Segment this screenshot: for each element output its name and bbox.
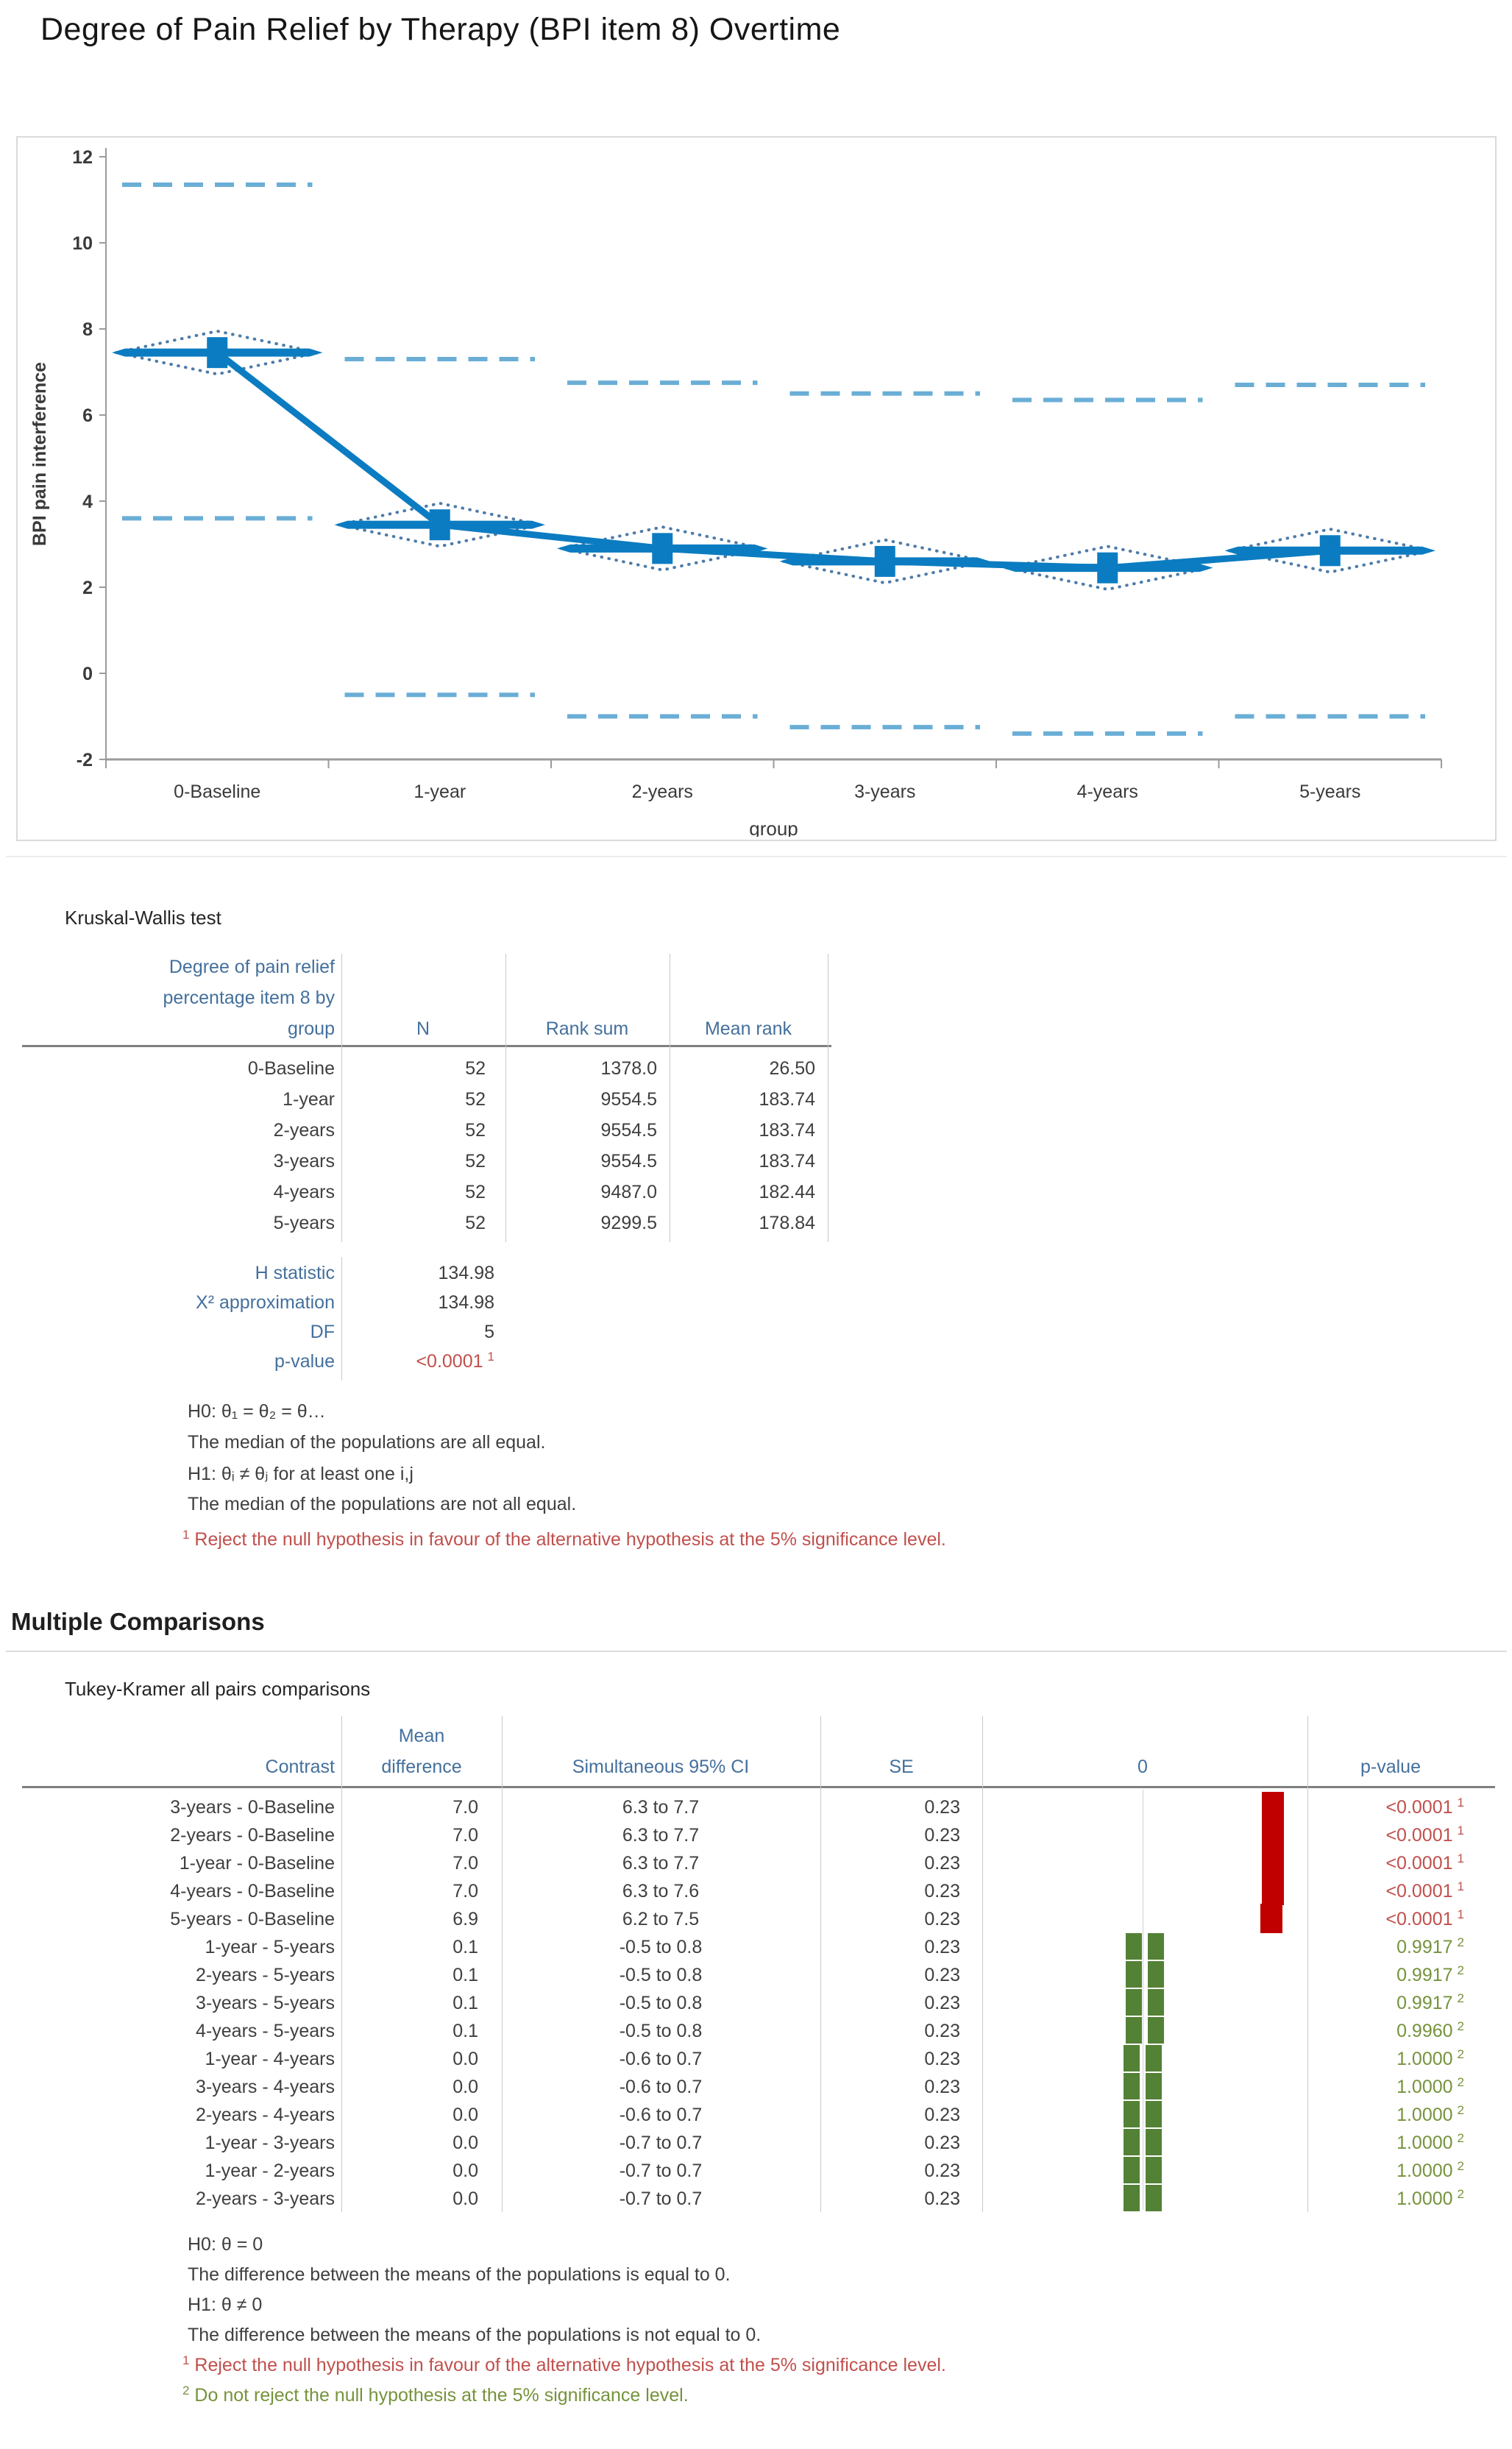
mc-row-ci: -0.6 to 0.7	[619, 2077, 703, 2097]
mc-row-se: 0.23	[924, 1825, 960, 1846]
mc-row-diff: 0.0	[452, 2161, 478, 2181]
y-tick-label: 10	[72, 233, 93, 254]
mc-divider-1	[341, 1716, 342, 2212]
mc-row-contrast: 1-year - 3-years	[205, 2133, 335, 2153]
kw-row-mean-rank: 178.84	[759, 1213, 815, 1233]
kw-row-rank-sum: 9299.5	[600, 1213, 657, 1233]
nonsignificant-diff-marker-left	[1126, 2017, 1142, 2044]
footnote-mark: 2	[1457, 1991, 1464, 2005]
nonsignificant-diff-marker-left	[1124, 2073, 1140, 2099]
x-category-label: 0-Baseline	[174, 782, 261, 802]
mc-row-p-value	[1299, 2188, 1464, 2210]
stat-value: 134.98	[438, 1292, 494, 1313]
mc-row-diff: 7.0	[452, 1853, 478, 1874]
footnote-mark: 2	[1457, 2158, 1464, 2173]
mc-row-se: 0.23	[924, 1881, 960, 1902]
mc-row-contrast: 1-year - 4-years	[205, 2049, 335, 2069]
kw-row-n: 52	[465, 1058, 486, 1079]
x-category-label: 4-years	[1076, 782, 1138, 802]
kw-row-rank-sum: 9554.5	[600, 1120, 657, 1141]
mc-row-contrast: 2-years - 3-years	[196, 2188, 335, 2209]
mc-row-p-value	[1299, 1965, 1464, 1986]
p-value: 1.0000	[1396, 2105, 1453, 2125]
mc-row-ci: 6.3 to 7.7	[622, 1825, 700, 1846]
y-tick-label: 8	[82, 319, 93, 340]
y-tick-label: 6	[82, 405, 93, 426]
mc-row-ci: -0.5 to 0.8	[619, 1965, 703, 1985]
kw-response-header-line: Degree of pain relief	[168, 957, 335, 977]
kw-row-n: 52	[465, 1151, 486, 1172]
mc-row-se: 0.23	[924, 1965, 960, 1985]
mc-row-diff: 0.1	[452, 2021, 478, 2041]
kw-stat-value	[353, 1351, 494, 1372]
p-value: <0.0001	[1385, 1909, 1453, 1929]
footnote-mark: 2	[1457, 2130, 1464, 2145]
footnote-mark: 1	[182, 1527, 190, 1542]
p-value: 0.9917	[1396, 1937, 1453, 1957]
mc-row-diff: 0.1	[452, 1993, 478, 2013]
kw-row-n: 52	[465, 1120, 486, 1141]
kw-footnote	[178, 1529, 1355, 1550]
mc-col-zero: 0	[1137, 1757, 1148, 1777]
mc-row-se: 0.23	[924, 2188, 960, 2209]
x-category-label: 3-years	[854, 782, 916, 802]
footnote-mark: 2	[1457, 2186, 1464, 2201]
nonsignificant-diff-marker-left	[1124, 2129, 1140, 2155]
mc-row-diff: 0.1	[452, 1965, 478, 1985]
mc-row-se: 0.23	[924, 1853, 960, 1874]
nonsignificant-diff-marker-right	[1146, 2045, 1162, 2071]
p-value: 1.0000	[1396, 2077, 1453, 2097]
mc-hypothesis-line: H0: θ = 0	[188, 2234, 263, 2255]
mc-row-p-value	[1299, 1797, 1464, 1818]
nonsignificant-diff-marker-left	[1126, 1989, 1142, 2016]
mc-row-contrast: 2-years - 5-years	[196, 1965, 335, 1985]
kw-stats-divider	[341, 1257, 342, 1381]
kw-row-n: 52	[465, 1089, 486, 1110]
nonsignificant-diff-marker-right	[1148, 1989, 1164, 2016]
kw-hypothesis-line: H0: θ₁ = θ₂ = θ…	[188, 1401, 326, 1422]
multiple-comparisons-heading: Multiple Comparisons	[11, 1608, 265, 1635]
nonsignificant-diff-marker-left	[1126, 1933, 1142, 1960]
mc-col-mean-line2: difference	[381, 1757, 462, 1777]
mc-divider-2	[502, 1716, 503, 2212]
mc-row-contrast: 3-years - 0-Baseline	[170, 1797, 335, 1818]
mc-hypothesis-line: The difference between the means of the populations is not equal to 0.	[188, 2325, 762, 2345]
mc-row-contrast: 3-years - 5-years	[196, 1993, 335, 2013]
mc-row-ci: -0.5 to 0.8	[619, 2021, 703, 2041]
mc-row-contrast: 5-years - 0-Baseline	[170, 1909, 335, 1929]
nonsignificant-diff-marker-right	[1146, 2129, 1162, 2155]
group-mean-marker	[430, 509, 450, 540]
stat-value: <0.0001	[416, 1351, 483, 1372]
mc-row-p-value	[1299, 2046, 1464, 2070]
mc-row-contrast: 2-years - 4-years	[196, 2105, 335, 2125]
kw-row-rank-sum: 1378.0	[600, 1058, 657, 1079]
mc-col-p-value: p-value	[1360, 1757, 1421, 1777]
mc-row-p-value	[1299, 1825, 1464, 1846]
mc-row-ci: 6.3 to 7.6	[622, 1881, 700, 1902]
significant-diff-marker	[1262, 1848, 1284, 1877]
mc-row-se: 0.23	[924, 1937, 960, 1957]
nonsignificant-diff-marker-right	[1146, 2185, 1162, 2211]
kw-hypothesis-line: The median of the populations are not all equal.	[188, 1494, 577, 1514]
nonsignificant-diff-marker-left	[1124, 2157, 1140, 2183]
footnote-mark: 1	[1457, 1879, 1464, 1893]
footnote-mark: 1	[1457, 1823, 1464, 1837]
significant-diff-marker	[1262, 1876, 1284, 1905]
mc-row-diff: 0.1	[452, 1937, 478, 1957]
mc-footnote	[178, 2355, 1429, 2376]
y-tick-label: 0	[82, 664, 93, 684]
footnote-mark: 2	[1457, 2074, 1464, 2089]
kw-response-header-line: percentage item 8 by	[163, 988, 335, 1008]
kw-row-group: 0-Baseline	[247, 1058, 335, 1079]
group-mean-marker	[652, 533, 672, 564]
kw-divider-1	[341, 954, 342, 1242]
mc-col-se: SE	[889, 1757, 914, 1777]
mc-row-ci: -0.7 to 0.7	[619, 2161, 703, 2181]
mc-row-diff: 0.0	[452, 2049, 478, 2069]
mc-row-ci: -0.6 to 0.7	[619, 2105, 703, 2125]
mc-row-ci: 6.2 to 7.5	[622, 1909, 700, 1929]
mc-row-contrast: 1-year - 5-years	[205, 1937, 335, 1957]
mc-row-diff: 0.0	[452, 2077, 478, 2097]
kw-response-header-line: group	[288, 1018, 335, 1039]
mc-row-ci: 6.3 to 7.7	[622, 1797, 700, 1818]
mc-row-contrast: 4-years - 0-Baseline	[170, 1881, 335, 1902]
x-category-label: 5-years	[1299, 782, 1361, 802]
group-mean-marker	[207, 337, 227, 368]
kruskal-wallis-heading: Kruskal-Wallis test	[65, 907, 221, 929]
mc-footnote	[178, 2385, 1429, 2406]
kw-row-mean-rank: 183.74	[759, 1089, 815, 1110]
mean-connecting-line	[217, 352, 1330, 568]
nonsignificant-diff-marker-left	[1124, 2101, 1140, 2127]
mc-col-mean-line1: Mean	[398, 1726, 445, 1746]
kw-row-rank-sum: 9487.0	[600, 1182, 657, 1202]
p-value: 0.9960	[1396, 2021, 1453, 2041]
p-value: 0.9917	[1396, 1993, 1453, 2013]
mc-row-ci: -0.5 to 0.8	[619, 1993, 703, 2013]
mc-row-ci: -0.6 to 0.7	[619, 2049, 703, 2069]
y-tick-label: -2	[76, 750, 93, 770]
kw-row-rank-sum: 9554.5	[600, 1151, 657, 1172]
kw-row-mean-rank: 26.50	[769, 1058, 815, 1079]
stat-value: 134.98	[438, 1263, 494, 1283]
mc-row-p-value	[1299, 1853, 1464, 1874]
section-divider	[6, 856, 1507, 857]
kw-row-mean-rank: 183.74	[759, 1120, 815, 1141]
nonsignificant-diff-marker-right	[1146, 2101, 1162, 2127]
footnote-mark: 1	[182, 2353, 190, 2367]
x-axis-title: group	[749, 818, 798, 837]
mc-divider-3	[820, 1716, 821, 2212]
mc-row-p-value	[1299, 2158, 1464, 2182]
p-value: 1.0000	[1396, 2049, 1453, 2069]
kw-row-group: 2-years	[273, 1120, 335, 1141]
mc-hypothesis-line: H1: θ ≠ 0	[188, 2294, 263, 2315]
y-axis-title: BPI pain interference	[29, 361, 50, 547]
mc-row-ci: -0.7 to 0.7	[619, 2188, 703, 2209]
kw-stat-label: H statistic	[255, 1263, 335, 1283]
oneway-means-plot	[18, 138, 1495, 837]
kw-col-mean-rank: Mean rank	[704, 1018, 792, 1039]
mc-row-p-value	[1299, 2021, 1464, 2042]
kw-hypothesis-line: H1: θᵢ ≠ θⱼ for at least one i,j	[188, 1464, 414, 1484]
mc-row-se: 0.23	[924, 2077, 960, 2097]
significant-diff-marker	[1262, 1792, 1284, 1821]
kw-header-rule	[22, 1045, 831, 1047]
nonsignificant-diff-marker-left	[1124, 2185, 1140, 2211]
p-value: 0.9917	[1396, 1965, 1453, 1985]
mc-row-p-value	[1299, 1909, 1464, 1930]
nonsignificant-diff-marker-right	[1148, 2017, 1164, 2044]
group-mean-marker	[1320, 535, 1341, 566]
kw-col-n: N	[416, 1018, 430, 1039]
mc-row-se: 0.23	[924, 2049, 960, 2069]
mc-divider-4	[982, 1716, 983, 2212]
mc-row-diff: 0.0	[452, 2133, 478, 2153]
p-value: <0.0001	[1385, 1881, 1453, 1902]
footnote-mark: 1	[1457, 1851, 1464, 1865]
mc-row-se: 0.23	[924, 2105, 960, 2125]
nonsignificant-diff-marker-left	[1126, 1961, 1142, 1988]
footnote-text: Do not reject the null hypothesis at the 5% significance level.	[194, 2385, 689, 2406]
p-value: <0.0001	[1385, 1825, 1453, 1846]
kw-row-group: 5-years	[273, 1213, 335, 1233]
kw-divider-2	[505, 954, 506, 1242]
significant-diff-marker	[1260, 1904, 1282, 1933]
footnote-mark: 2	[182, 2383, 190, 2397]
mc-row-se: 0.23	[924, 2021, 960, 2041]
nonsignificant-diff-marker-right	[1146, 2073, 1162, 2099]
significant-diff-marker	[1262, 1820, 1284, 1849]
mc-row-p-value	[1299, 1993, 1464, 2014]
mc-row-se: 0.23	[924, 2161, 960, 2181]
p-value: 1.0000	[1396, 2188, 1453, 2209]
mc-row-ci: 6.3 to 7.7	[622, 1853, 700, 1874]
nonsignificant-diff-marker-right	[1148, 1961, 1164, 1988]
kw-row-group: 4-years	[273, 1182, 335, 1202]
mc-header-rule	[22, 1786, 1495, 1788]
mc-row-p-value	[1299, 2102, 1464, 2126]
footnote-mark: 2	[1457, 1963, 1464, 1977]
x-category-label: 2-years	[631, 782, 693, 802]
nonsignificant-diff-marker-left	[1124, 2045, 1140, 2071]
mc-row-p-value	[1299, 2130, 1464, 2154]
kw-row-mean-rank: 182.44	[759, 1182, 815, 1202]
footnote-mark: 2	[1457, 2019, 1464, 2033]
multiple-comparisons-rule	[6, 1651, 1507, 1652]
kw-row-mean-rank: 183.74	[759, 1151, 815, 1172]
mc-row-se: 0.23	[924, 2133, 960, 2153]
footnote-mark: 1	[1457, 1795, 1464, 1810]
mc-row-diff: 6.9	[452, 1909, 478, 1929]
nonsignificant-diff-marker-right	[1146, 2157, 1162, 2183]
kw-row-group: 3-years	[273, 1151, 335, 1172]
mc-row-p-value	[1299, 2074, 1464, 2098]
mc-row-se: 0.23	[924, 1993, 960, 2013]
kw-stat-value	[353, 1292, 494, 1314]
kw-row-rank-sum: 9554.5	[600, 1089, 657, 1110]
mc-row-p-value	[1299, 1881, 1464, 1902]
y-tick-label: 4	[82, 492, 93, 512]
nonsignificant-diff-marker-right	[1148, 1933, 1164, 1960]
mc-row-contrast: 4-years - 5-years	[196, 2021, 335, 2041]
mc-row-se: 0.23	[924, 1797, 960, 1818]
mc-row-contrast: 1-year - 2-years	[205, 2161, 335, 2181]
mc-row-contrast: 3-years - 4-years	[196, 2077, 335, 2097]
group-mean-marker	[875, 546, 895, 577]
kw-col-rank-sum: Rank sum	[545, 1018, 629, 1039]
x-category-label: 1-year	[414, 782, 466, 802]
kw-row-n: 52	[465, 1213, 486, 1233]
mc-row-diff: 0.0	[452, 2105, 478, 2125]
mc-row-ci: -0.7 to 0.7	[619, 2133, 703, 2153]
kw-row-group: 1-year	[283, 1089, 335, 1110]
kw-hypothesis-line: The median of the populations are all equal.	[188, 1432, 546, 1453]
mc-col-ci: Simultaneous 95% CI	[572, 1757, 750, 1777]
mc-hypothesis-line: The difference between the means of the populations is equal to 0.	[188, 2264, 731, 2285]
mc-col-contrast: Contrast	[265, 1757, 335, 1777]
chart-panel	[16, 136, 1497, 841]
footnote-mark: 2	[1457, 2102, 1464, 2117]
p-value: 1.0000	[1396, 2161, 1453, 2181]
footnote-mark: 1	[487, 1349, 494, 1364]
page-title: Degree of Pain Relief by Therapy (BPI item 8) Overtime	[40, 12, 841, 47]
mc-row-ci: -0.5 to 0.8	[619, 1937, 703, 1957]
stat-value: 5	[484, 1322, 494, 1342]
kw-stat-value	[353, 1322, 494, 1343]
footnote-mark: 1	[1457, 1907, 1464, 1921]
mc-row-diff: 7.0	[452, 1797, 478, 1818]
p-value: <0.0001	[1385, 1853, 1453, 1874]
footnote-mark: 2	[1457, 1935, 1464, 1949]
mc-row-contrast: 1-year - 0-Baseline	[179, 1853, 335, 1874]
mc-row-diff: 0.0	[452, 2188, 478, 2209]
mc-row-p-value	[1299, 1937, 1464, 1958]
group-mean-marker	[1097, 553, 1118, 584]
footnote-text: Reject the null hypothesis in favour of the alternative hypothesis at the 5% significance level.	[194, 1529, 946, 1550]
mc-row-se: 0.23	[924, 1909, 960, 1929]
tukey-kramer-subtitle: Tukey-Kramer all pairs comparisons	[65, 1678, 371, 1700]
y-tick-label: 2	[82, 578, 93, 598]
mc-row-diff: 7.0	[452, 1825, 478, 1846]
kw-stat-label: X² approximation	[196, 1292, 335, 1313]
y-tick-label: 12	[72, 147, 93, 168]
kw-stat-value	[353, 1263, 494, 1284]
footnote-text: Reject the null hypothesis in favour of the alternative hypothesis at the 5% significance level.	[194, 2355, 946, 2375]
p-value: <0.0001	[1385, 1797, 1453, 1818]
mc-row-diff: 7.0	[452, 1881, 478, 1902]
kw-row-n: 52	[465, 1182, 486, 1202]
p-value: 1.0000	[1396, 2133, 1453, 2153]
mc-row-contrast: 2-years - 0-Baseline	[170, 1825, 335, 1846]
kw-stat-label: DF	[310, 1322, 335, 1342]
footnote-mark: 2	[1457, 2046, 1464, 2061]
kw-stat-label: p-value	[274, 1351, 335, 1372]
